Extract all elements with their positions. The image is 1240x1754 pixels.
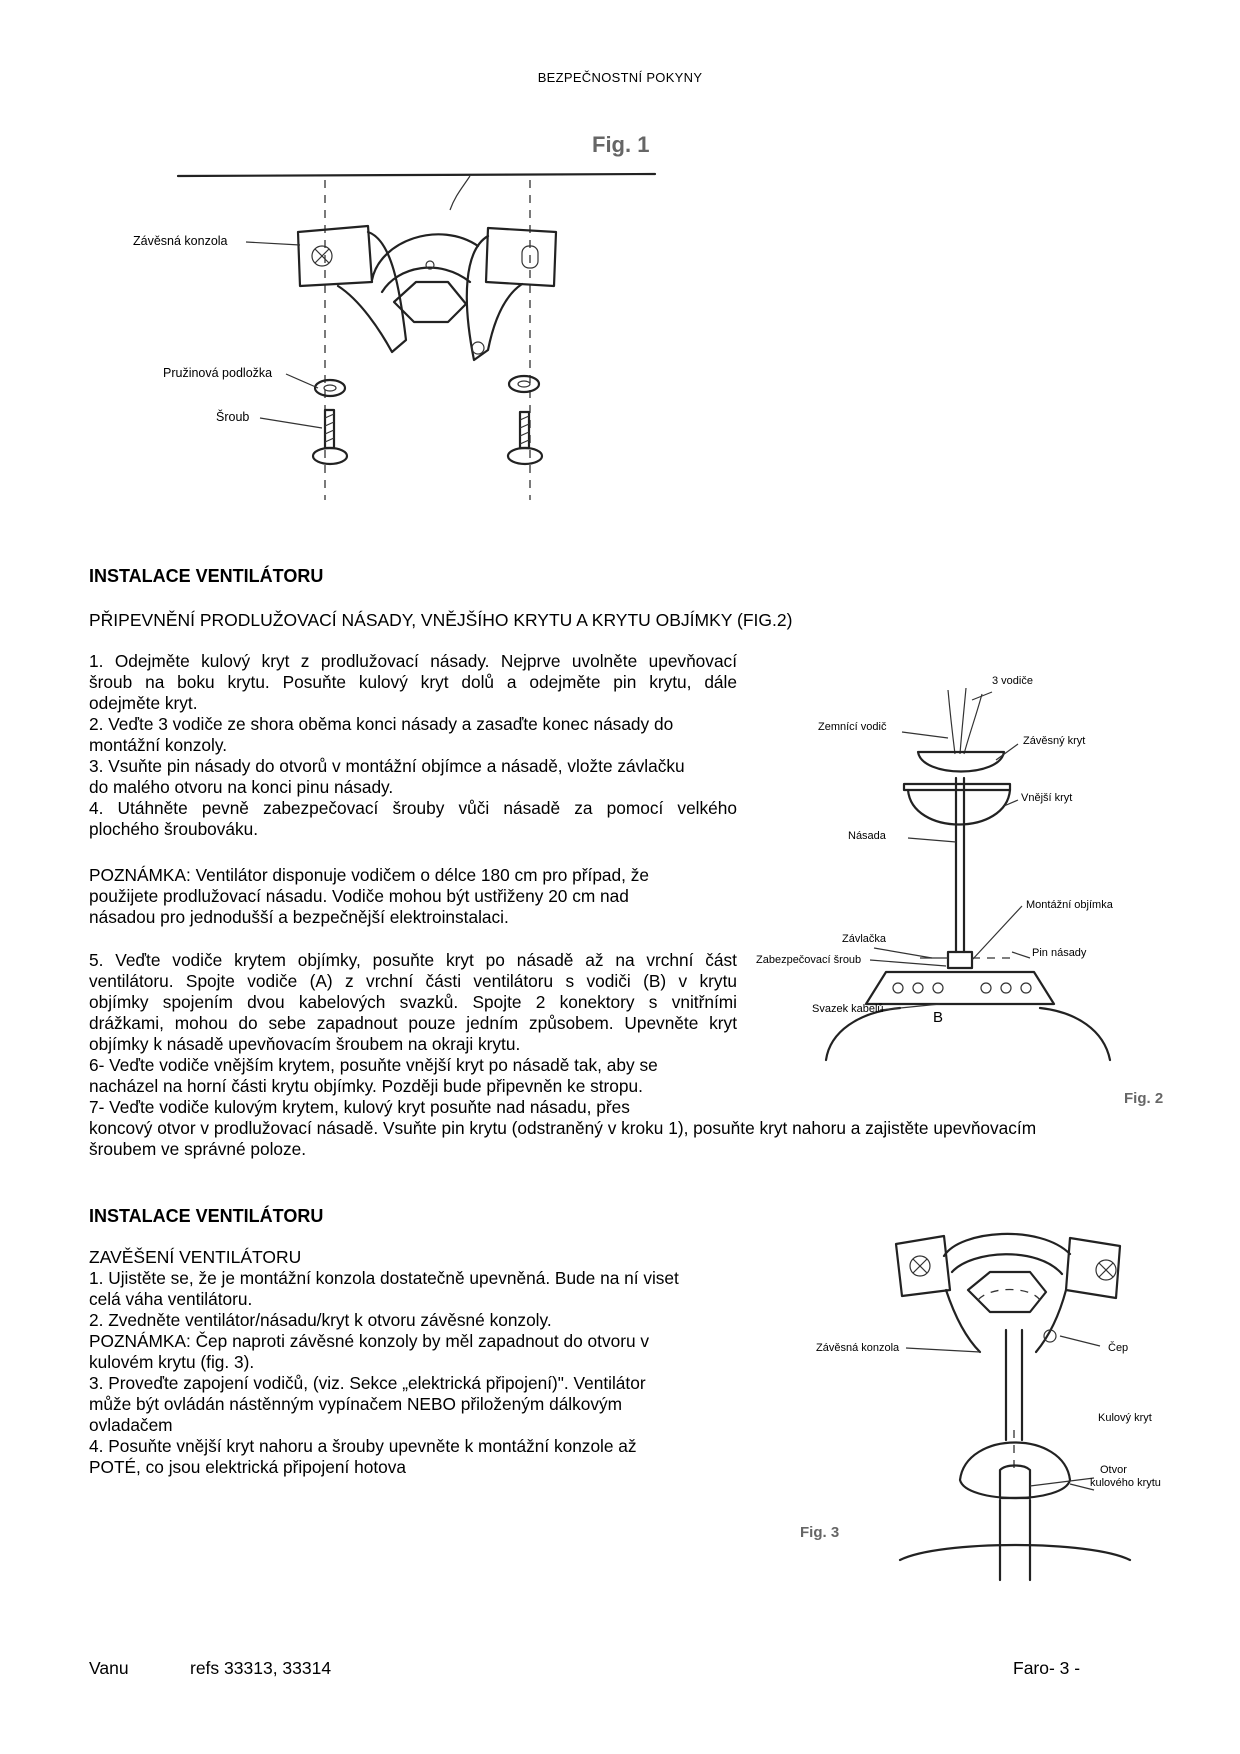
s2-line9: 4. Posuňte vnější kryt nahoru a šrouby upevněte k montážní konzole až [89,1436,637,1456]
page-header: BEZPEČNOSTNÍ POKYNY [537,70,703,85]
f3-hook-outer [944,1234,1070,1256]
fig3-label-hole-line1: Otvor [1100,1464,1127,1476]
section1-subtitle: PŘIPEVNĚNÍ PRODLUŽOVACÍ NÁSADY, VNĚJŠÍHO KRYTU A KRYTU OBJÍMKY (FIG.2) [89,610,793,630]
fig1-label-bracket: Závěsná konzola [133,234,228,248]
step2-line2: montážní konzoly. [89,735,227,755]
fig2-letter-b: B [933,1009,944,1026]
step1-line1: 1. Odejměte kulový kryt z prodlužovací násady. Nejprve uvolněte upevňovací [89,651,737,671]
fig2-label: Fig. 2 [1124,1090,1164,1107]
fig3-label-hole-line2: kulového krytu [1090,1477,1161,1489]
section1-title: INSTALACE VENTILÁTORU [89,566,324,586]
s2-line4: POZNÁMKA: Čep naproti závěsné konzoly by měl zapadnout do otvoru v [89,1331,650,1351]
f3-bracket-left-ear [896,1236,950,1296]
footer-brand: Vanu [89,1658,129,1678]
note-line1: POZNÁMKA: Ventilátor disponuje vodičem o délce 180 cm pro případ, že [89,865,650,885]
s2-line7: může být ovládán nástěnným vypínačem NEBO přiloženým dálkovým [89,1394,623,1414]
fig3-label: Fig. 3 [800,1524,840,1541]
fig2-label-collar: Montážní objímka [1026,899,1113,911]
fig1-label-washer: Pružinová podložka [163,366,273,380]
step5-line3: objímky spojením dvou kabelových svazků. Spojte 2 konektory s vnitřními [89,992,737,1012]
fig2-label-cotter: Závlačka [842,933,887,945]
f3-bracket-right-ear [1066,1238,1120,1298]
fig1-label: Fig. 1 [592,132,650,157]
f3-ball-hidden [978,1290,1040,1301]
fig3-label-ball: Kulový kryt [1098,1412,1152,1424]
step1-line3: odejměte kryt. [89,693,198,713]
note-line3: násadou pro jednodušší a bezpečnější elektroinstalaci. [89,907,509,927]
s2-line10: POTÉ, co jsou elektrická připojení hotova [89,1457,406,1477]
fig2-label-pin: Pin násady [1032,947,1087,959]
f3-ball-cover [960,1443,1070,1499]
step7-line1: 7- Veďte vodiče kulovým krytem, kulový kryt posuňte nad násadu, přes [89,1097,630,1117]
fig1-label-screw: Šroub [216,410,250,424]
fig3-label-pin: Čep [1108,1342,1129,1354]
fig3-label-bracket: Závěsná konzola [816,1342,900,1354]
f3-center-opening [968,1272,1046,1312]
step6-line1: 6- Veďte vodiče vnějším krytem, posuňte vnější kryt po násadě tak, aby se [89,1055,658,1075]
f3-housing [900,1545,1130,1560]
f3-ball-hole [1000,1466,1030,1499]
fig2-label-setscrew: Zabezpečovací šroub [756,954,862,966]
s2-line2: celá váha ventilátoru. [89,1289,253,1309]
s2-line6: 3. Proveďte zapojení vodičů, (viz. Sekce „elektrická připojení)". Ventilátor [89,1373,646,1393]
step5-line4: drážkami, mohou do sebe zapadnout pouze jedním způsobem. Upevněte kryt [89,1013,737,1033]
s2-line3: 2. Zvedněte ventilátor/násadu/kryt k otvoru závěsné konzoly. [89,1310,552,1330]
footer-page: Faro- 3 - [1013,1658,1081,1678]
fig2-label-wires: 3 vodiče [992,675,1033,687]
s2-line8: ovladačem [89,1415,173,1435]
step6-line2: nacházel na horní části krytu objímky. Později bude připevněn ke stropu. [89,1076,643,1096]
step7-line3: šroubem ve správné poloze. [89,1139,307,1159]
step5-line1: 5. Veďte vodiče krytem objímky, posuňte kryt po násadě až na vrchní část [89,950,737,970]
f3-bracket-left-arm [946,1290,980,1352]
step2-line1: 2. Veďte 3 vodiče ze shora oběma konci násady a zasaďte konec násady do [89,714,674,734]
s2-line5: kulovém krytu (fig. 3). [89,1352,255,1372]
fig2-label-canopy: Závěsný kryt [1023,735,1086,747]
step4-line2: plochého šroubováku. [89,819,259,839]
step3-line2: do malého otvoru na konci pinu násady. [89,777,394,797]
s2-line1: 1. Ujistěte se, že je montážní konzola dostatečně upevněná. Bude na ní viset [89,1268,679,1288]
step4-line1: 4. Utáhněte pevně zabezpečovací šrouby vůči násadě za pomocí velkého [89,798,737,818]
section2-title: INSTALACE VENTILÁTORU [89,1206,324,1226]
fig2-label-outer: Vnější kryt [1021,792,1073,804]
step7-line2: koncový otvor v prodlužovací násadě. Vsuňte pin krytu (odstraněný v kroku 1), posuňte kryt nahoru a zajistěte upevňovacím [89,1118,1037,1138]
footer-refs: refs 33313, 33314 [190,1658,332,1678]
step5-line2: ventilátoru. Spojte vodiče (A) z vrchní části ventilátoru s vodiči (B) v krytu [89,971,737,991]
step1-line2: šroub na boku krytu. Posuňte kulový kryt dolů a odejměte pin krytu, dále [89,672,737,692]
note-line2: použijete prodlužovací násadu. Vodiče mohou být ustřiženy 20 cm nad [89,886,629,906]
step3-line1: 3. Vsuňte pin násady do otvorů v montážní objímce a násadě, vložte závlačku [89,756,685,776]
fig2-label-rod: Násada [848,830,886,842]
step5-line5: objímky k násadě upevňovacím šroubem na okraji krytu. [89,1034,521,1054]
fig2-label-harness: Svazek kabelů [812,1003,884,1015]
section2-subtitle: ZAVĚŠENÍ VENTILÁTORU [89,1247,302,1267]
fig2-label-ground: Zemnící vodič [818,721,887,733]
